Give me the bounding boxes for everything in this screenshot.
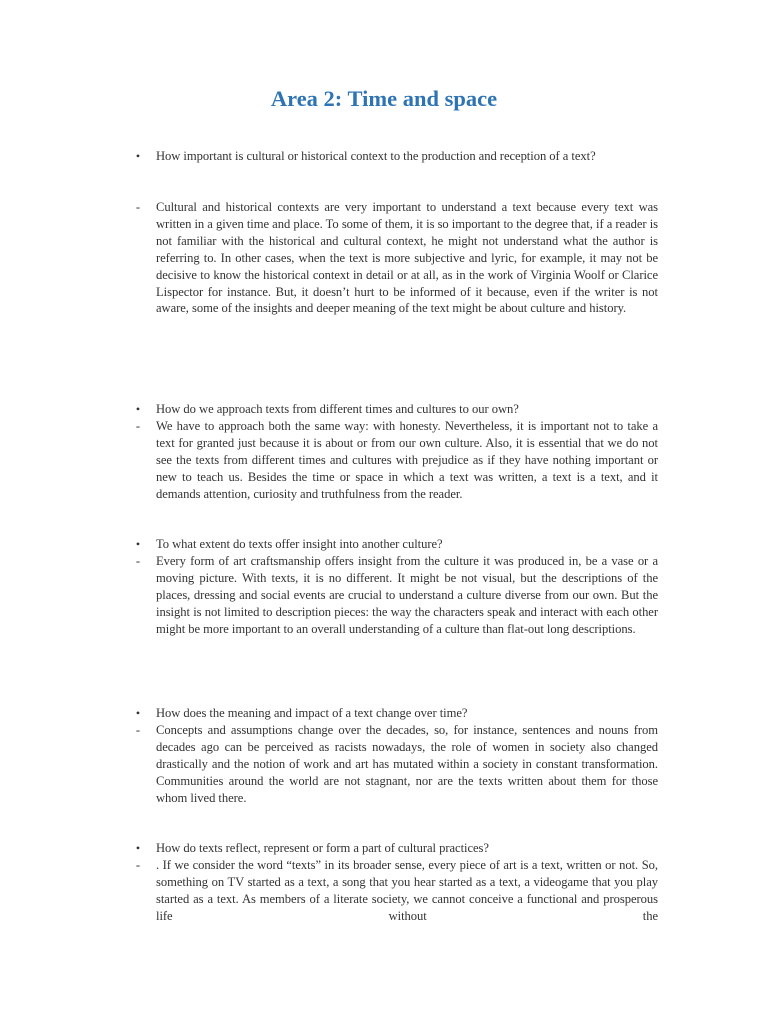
- answer-text: We have to approach both the same way: with honesty. Nevertheless, it is important not to take a text for granted just because it is about or from our own culture. Also, it is essential that we do not see the texts from different times and cultures with prejudice as if they have nothing important or new to teach us. Besides the time or space in which a text was written, a text is a text, and it demands attention, curiosity and truthfulness from the reader.: [156, 419, 658, 501]
- question-item: [131, 536, 658, 553]
- answer-text: Cultural and historical contexts are very important to understand a text because every text was written in a given time and place. To some of them, it is so important to the degree that, if a reader is not familiar with the historical and cultural context, he might not understand what the author is referring to. In other cases, when the text is more subjective and lyric, for example, it may not be decisive to know the historical context in detail or at all, as in the work of Virginia Woolf or Clarice Lispector for instance. But, it doesn’t hurt to be informed of it because, even if the writer is not aware, some of the insights and deeper meaning of the text might be about culture and history.: [156, 200, 658, 316]
- question-item: [131, 401, 658, 418]
- answer-item: [131, 722, 658, 807]
- dash-marker: -: [135, 858, 141, 872]
- question-text: To what extent do texts offer insight into another culture?: [156, 537, 443, 551]
- question-text: How do texts reflect, represent or form a part of cultural practices?: [156, 841, 489, 855]
- bullet-marker: •: [135, 402, 141, 416]
- answer-item: [131, 199, 658, 317]
- dash-marker: -: [135, 200, 141, 214]
- answer-item: [131, 553, 658, 638]
- page-title: Area 2: Time and space: [270, 86, 498, 111]
- question-item: [131, 148, 658, 165]
- answer-item: [131, 857, 658, 925]
- dash-marker: -: [135, 554, 141, 568]
- bullet-marker: •: [135, 149, 141, 163]
- answer-text: Concepts and assumptions change over the decades, so, for instance, sentences and nouns from decades ago can be perceived as racists nowadays, the role of women in society also changed drastically and the notion of work and art has mutated within a society in constant transformation. Communities around the world are not stagnant, nor are the texts written about them for those whom lived there.: [156, 723, 658, 805]
- bullet-marker: •: [135, 706, 141, 720]
- answer-item: [131, 418, 658, 503]
- dash-marker: -: [135, 723, 141, 737]
- question-item: [131, 705, 658, 722]
- answer-text: Every form of art craftsmanship offers insight from the culture it was produced in, be a vase or a moving picture. With texts, it is no different. It might be not visual, but the descriptions of the places, dressing and social events are crucial to understand a culture diverse from our own. But the insight is not limited to description pieces: the way the characters speak and interact with each other might be more important to an overall understanding of a culture than flat-out long descriptions.: [156, 554, 658, 636]
- answer-text: . If we consider the word “texts” in its broader sense, every piece of art is a text, written or not. So, something on TV started as a text, a song that you hear started as a text, a videogame that you play started as a text. As members of a literate society, we cannot conceive a functional and prosperous life without the: [156, 858, 658, 923]
- dash-marker: -: [135, 419, 141, 433]
- question-item: [131, 840, 658, 857]
- question-text: How do we approach texts from different times and cultures to our own?: [156, 402, 519, 416]
- bullet-marker: •: [135, 841, 141, 855]
- question-text: How important is cultural or historical context to the production and reception of a text?: [156, 149, 596, 163]
- bullet-marker: •: [135, 537, 141, 551]
- question-text: How does the meaning and impact of a text change over time?: [156, 706, 468, 720]
